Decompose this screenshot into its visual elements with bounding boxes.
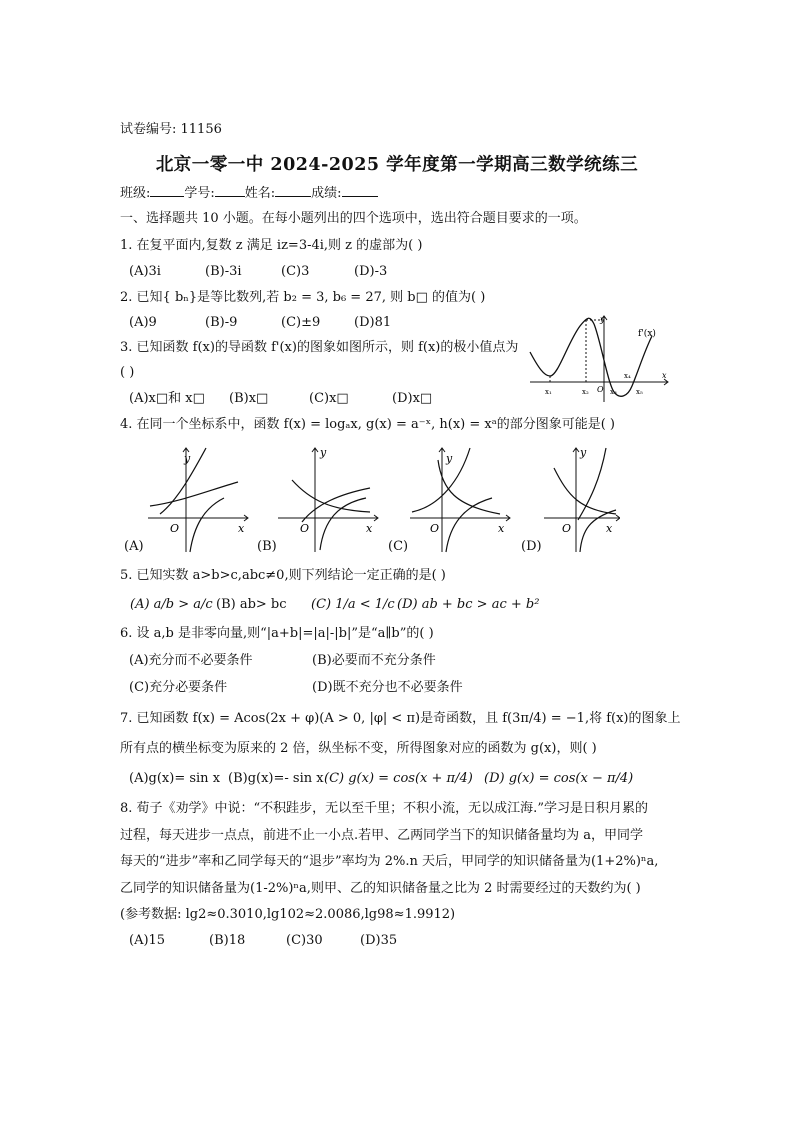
q4-graphs bbox=[120, 440, 620, 556]
student-info-row bbox=[120, 184, 378, 203]
graph-b-x-label: x bbox=[366, 522, 373, 535]
q3-stem-paren: ( ) bbox=[120, 365, 135, 380]
tick-x1: x₁ bbox=[545, 388, 552, 396]
class-label: 班级: bbox=[120, 186, 151, 201]
q8-reference-data: (参考数据: lg2≈0.3010,lg102≈2.0086,lg98≈1.9912) bbox=[120, 907, 456, 922]
q8-option-d[interactable]: (D)35 bbox=[360, 933, 398, 948]
q8-line-3: 每天的“进步”率和乙同学每天的“退步”率均为 2%.n 天后，甲同学的知识储备量为(1+2%)ⁿa, bbox=[120, 854, 659, 869]
student-id-blank[interactable] bbox=[215, 184, 245, 197]
q6-option-d[interactable]: (D)既不充分也不必要条件 bbox=[312, 680, 463, 695]
graph-c-y-label: y bbox=[446, 452, 453, 465]
q2-option-b[interactable]: (B)-9 bbox=[205, 315, 238, 330]
q1-stem: 1. 在复平面内,复数 z 满足 iz=3-4i,则 z 的虚部为( ) bbox=[120, 238, 423, 253]
q4-stem: 4. 在同一个坐标系中，函数 f(x) = logₐx, g(x) = a⁻ˣ, h(x) = xᵃ的部分图象可能是( ) bbox=[120, 417, 615, 432]
q1-option-b[interactable]: (B)-3i bbox=[205, 264, 242, 279]
q7-stem-2: 所有点的横坐标变为原来的 2 倍，纵坐标不变，所得图象对应的函数为 g(x)，则( ) bbox=[120, 741, 597, 756]
score-blank[interactable] bbox=[342, 184, 378, 197]
q6-option-c[interactable]: (C)充分必要条件 bbox=[129, 680, 228, 695]
graph-a-origin: O bbox=[170, 522, 180, 535]
graph-d-origin: O bbox=[562, 522, 572, 535]
q8-option-c[interactable]: (C)30 bbox=[286, 933, 323, 948]
q7-option-d[interactable]: (D) g(x) = cos(x − π/4) bbox=[484, 771, 634, 786]
name-blank[interactable] bbox=[275, 184, 311, 197]
q5-stem: 5. 已知实数 a>b>c,abc≠0,则下列结论一定正确的是( ) bbox=[120, 568, 446, 583]
q8-line-2: 过程，每天进步一点点，前进不止一小点.若甲、乙两同学当下的知识储备量均为 a，甲同学 bbox=[120, 828, 644, 843]
tick-x3: x₃ bbox=[610, 388, 617, 396]
q6-option-a[interactable]: (A)充分而不必要条件 bbox=[129, 653, 253, 668]
q2-option-c[interactable]: (C)±9 bbox=[281, 315, 321, 330]
graph-d-y-label: y bbox=[580, 446, 587, 459]
graph-d bbox=[544, 448, 620, 552]
score-label: 成绩: bbox=[311, 186, 342, 201]
q4-option-c[interactable]: (C) bbox=[388, 539, 409, 554]
q3-option-c[interactable]: (C)x□ bbox=[309, 391, 349, 406]
q7-option-b[interactable]: (B)g(x)=- sin x bbox=[228, 771, 324, 786]
q8-line-4: 乙同学的知识储备量为(1-2%)ⁿa,则甲、乙的知识储备量之比为 2 时需要经过的天数约为( ) bbox=[120, 881, 641, 896]
q1-option-c[interactable]: (C)3 bbox=[281, 264, 310, 279]
q5-option-a[interactable]: (A) a/b > a/c bbox=[130, 597, 213, 612]
q4-option-b[interactable]: (B) bbox=[257, 539, 277, 554]
q8-option-b[interactable]: (B)18 bbox=[209, 933, 246, 948]
q8-option-a[interactable]: (A)15 bbox=[129, 933, 166, 948]
q4-option-a[interactable]: (A) bbox=[124, 539, 144, 554]
graph-a bbox=[148, 448, 248, 552]
graph-c-x-label: x bbox=[498, 522, 505, 535]
class-blank[interactable] bbox=[150, 184, 184, 197]
q5-option-c[interactable]: (C) 1/a < 1/c bbox=[311, 597, 395, 612]
origin-label: O bbox=[597, 385, 604, 394]
q6-stem: 6. 设 a,b 是非零向量,则“|a+b|=|a|-|b|”是“a∥b”的( ) bbox=[120, 626, 434, 641]
q1-option-a[interactable]: (A)3i bbox=[129, 264, 161, 279]
y-axis-label: y bbox=[600, 315, 605, 324]
graph-c-origin: O bbox=[430, 522, 440, 535]
graph-a-x-label: x bbox=[238, 522, 245, 535]
graph-d-x-label: x bbox=[606, 522, 613, 535]
graph-b bbox=[278, 448, 378, 552]
q7-option-c[interactable]: (C) g(x) = cos(x + π/4) bbox=[324, 771, 473, 786]
graph-b-y-label: y bbox=[320, 446, 327, 459]
q2-stem: 2. 已知{ bₙ}是等比数列,若 b₂ = 3, b₆ = 27, 则 b□ 的值为( ) bbox=[120, 290, 486, 305]
curve-label: f'(x) bbox=[638, 329, 656, 339]
q2-option-d[interactable]: (D)81 bbox=[354, 315, 392, 330]
tick-x4: x₄ bbox=[624, 372, 631, 380]
name-label: 姓名: bbox=[244, 186, 276, 201]
graph-b-origin: O bbox=[300, 522, 310, 535]
paper-number: 试卷编号: 11156 bbox=[120, 122, 222, 137]
section-heading: 一、选择题共 10 小题。在每小题列出的四个选项中，选出符合题目要求的一项。 bbox=[120, 211, 587, 226]
graph-c bbox=[410, 448, 510, 552]
q2-option-a[interactable]: (A)9 bbox=[129, 315, 157, 330]
tick-x5: x₅ bbox=[636, 388, 643, 396]
q7-stem: 7. 已知函数 f(x) = Acos(2x + φ)(A > 0, |φ| < π)是奇函数，且 f(3π/4) = −1,将 f(x)的图象上 bbox=[120, 711, 681, 726]
graph-a-y-label: y bbox=[184, 452, 191, 465]
q3-option-a[interactable]: (A)x□和 x□ bbox=[129, 391, 205, 406]
x-axis-label: x bbox=[662, 371, 667, 380]
q1-option-d[interactable]: (D)-3 bbox=[354, 264, 388, 279]
tick-x2: x₂ bbox=[582, 388, 589, 396]
q5-option-b[interactable]: (B) ab> bc bbox=[216, 597, 287, 612]
derivative-graph bbox=[528, 312, 672, 404]
page-title: 北京一零一中 2024-2025 学年度第一学期高三数学统练三 bbox=[155, 155, 639, 175]
q7-option-a[interactable]: (A)g(x)= sin x bbox=[129, 771, 221, 786]
student-id-label: 学号: bbox=[184, 186, 215, 201]
q3-stem: 3. 已知函数 f(x)的导函数 f'(x)的图象如图所示，则 f(x)的极小值点为 bbox=[120, 340, 519, 355]
q5-option-d[interactable]: (D) ab + bc > ac + b² bbox=[397, 597, 540, 612]
q3-option-d[interactable]: (D)x□ bbox=[392, 391, 433, 406]
q8-line-1: 8. 荀子《劝学》中说：“不积跬步，无以至千里；不积小流，无以成江海.”学习是日积月累的 bbox=[120, 801, 648, 816]
q6-option-b[interactable]: (B)必要而不充分条件 bbox=[312, 653, 436, 668]
derivative-curve bbox=[530, 318, 652, 396]
q3-option-b[interactable]: (B)x□ bbox=[229, 391, 269, 406]
q4-option-d[interactable]: (D) bbox=[521, 539, 542, 554]
